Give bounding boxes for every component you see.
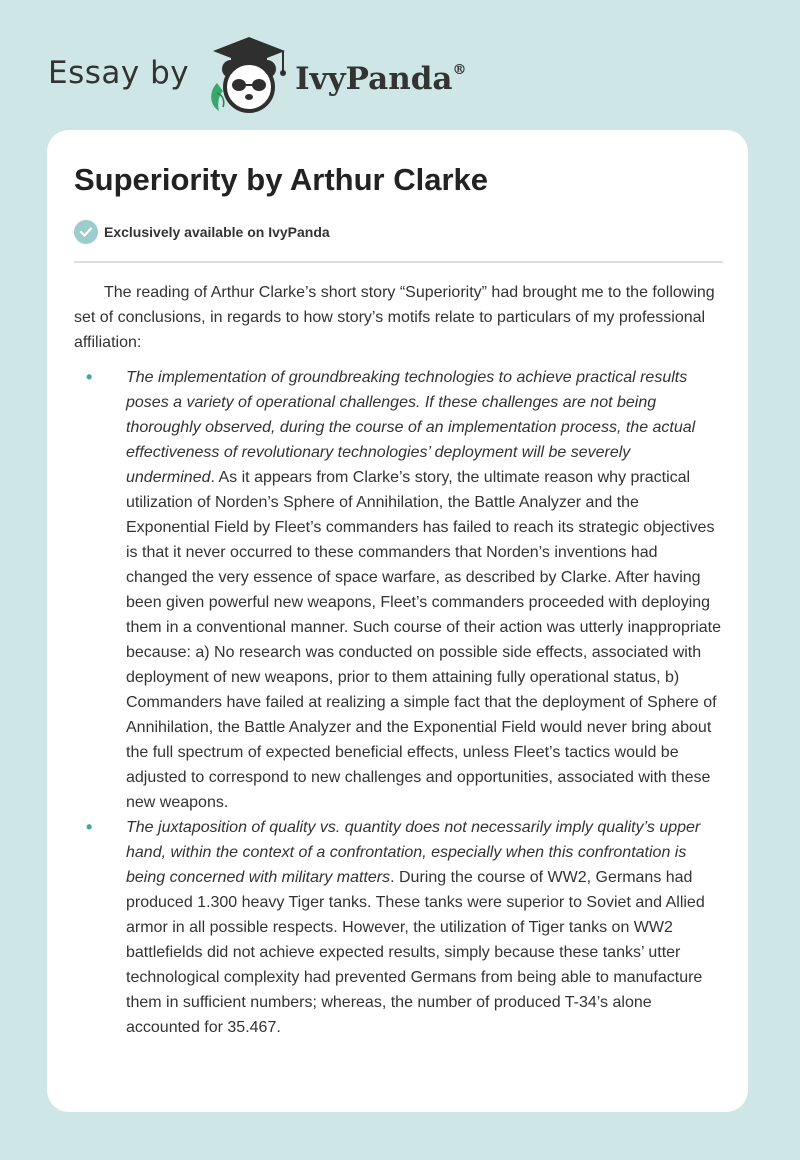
check-icon (74, 220, 98, 244)
essay-card (47, 130, 748, 1112)
list-item-text: . During the course of WW2, Germans had produced 1.300 heavy Tiger tanks. These tanks were superior to Soviet and Allied armor in all possible respects. However, the utilization of Tiger tanks on WW2 battlefields did not achieve expected results, simply because these tanks’ utter technological complexity had prevented Germans from being able to manufacture them in sufficient numbers; whereas, the number of produced T-34’s alone accounted for 35.467. (126, 869, 705, 1036)
bullet-icon: • (86, 817, 93, 837)
conclusions-list (74, 365, 723, 1040)
list-item (74, 815, 723, 1040)
essay-by-label: Essay by (48, 55, 190, 91)
panda-graduate-logo-icon[interactable] (203, 31, 291, 115)
divider (74, 261, 723, 263)
list-item-text: . As it appears from Clarke’s story, the ultimate reason why practical utilization of Norden’s Sphere of Annihilation, the Battle Analyzer and the Exponential Field by Fleet’s commanders has failed to reach its strategic objectives is that it never occurred to these commanders that Norden’s inventions had changed the very essence of space warfare, as described by Clarke. After having been given powerful new weapons, Fleet’s commanders proceeded with deploying them in a conventional manner. Such course of their action was utterly inappropriate because: a) No research was conducted on possible side effects, associated with deployment of new weapons, prior to them attaining fully operational status, b) Commanders have failed at realizing a simple fact that the deployment of Sphere of Annihilation, the Battle Analyzer and the Exponential Field would never bring about the full spectrum of expected beneficial effects, unless Fleet’s tactics would be adjusted to correspond to new challenges and opportunities, associated with these new weapons. (126, 469, 721, 811)
essay-body (74, 280, 723, 1040)
badge-label: Exclusively available on IvyPanda (104, 224, 330, 240)
exclusive-badge (74, 220, 330, 244)
list-item-emphasis: The implementation of groundbreaking technologies to achieve practical results poses a variety of operational challenges. If these challenges are not being thoroughly observed, during the course of an implementation process, the actual effectiveness of revolutionary technologies’ deployment will be severely undermined (126, 369, 696, 486)
registered-mark: ® (452, 61, 467, 78)
list-item (74, 365, 723, 815)
bullet-icon: • (86, 367, 93, 387)
list-item-emphasis: The juxtaposition of quality vs. quantity does not necessarily imply quality’s upper hand, within the context of a confrontation, especially when this confrontation is being concerned with military matters (126, 819, 701, 886)
page-title: Superiority by Arthur Clarke (74, 162, 489, 197)
intro-paragraph: The reading of Arthur Clarke’s short story “Superiority” had brought me to the following set of conclusions, in regards to how story’s motifs relate to particulars of my professional affiliation: (74, 284, 715, 351)
brand-name[interactable]: IvyPanda® (295, 61, 467, 97)
site-header (48, 28, 467, 118)
